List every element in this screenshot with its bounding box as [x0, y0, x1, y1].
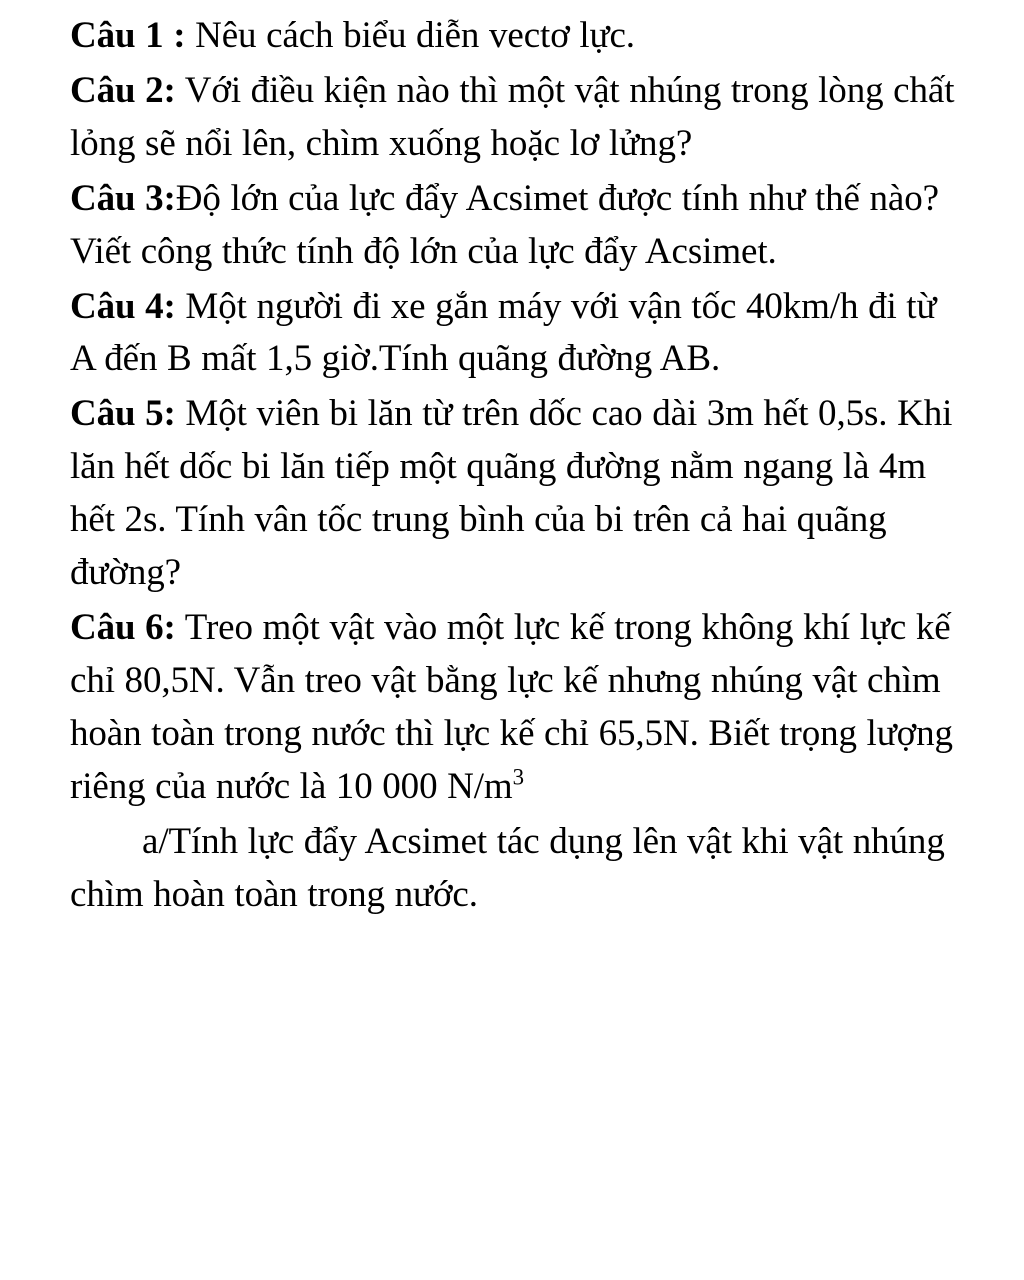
question-6-part-a	[70, 816, 968, 922]
question-5-text: Một viên bi lăn từ trên dốc cao dài 3m hết 0,5s. Khi lăn hết dốc bi lăn tiếp một quãng đường nằm ngang là 4m hết 2s. Tính vân tốc trung bình của bi trên cả hai quãng đường?	[70, 393, 953, 594]
question-1	[70, 10, 968, 63]
question-6	[70, 602, 968, 814]
question-6-text: Treo một vật vào một lực kế trong không khí lực kế chỉ 80,5N. Vẫn treo vật bằng lực kế nhưng nhúng vật chìm hoàn toàn trong nước thì lực kế chỉ 65,5N. Biết trọng lượng riêng của nước là 10 000 N/m	[70, 606, 953, 807]
question-1-label: Câu 1 :	[70, 15, 186, 56]
question-6-label: Câu 6:	[70, 606, 176, 648]
question-2	[70, 65, 968, 171]
question-4-text: Một người đi xe gắn máy với vận tốc 40km/h đi từ A đến B mất 1,5 giờ.Tính quãng đường AB.	[70, 285, 937, 380]
question-3-text: Độ lớn của lực đẩy Acsimet được tính như thế nào? Viết công thức tính độ lớn của lực đẩy Acsimet.	[70, 177, 939, 272]
question-2-label: Câu 2:	[70, 69, 176, 111]
question-4	[70, 281, 968, 387]
question-4-label: Câu 4:	[70, 285, 176, 327]
question-5	[70, 388, 968, 600]
question-3	[70, 173, 968, 279]
question-1-text: Nêu cách biểu diễn vectơ lực.	[185, 15, 635, 56]
question-6-superscript: 3	[512, 764, 524, 790]
question-5-label: Câu 5:	[70, 393, 176, 435]
question-3-label: Câu 3:	[70, 177, 176, 219]
question-6-part-a-text: a/Tính lực đẩy Acsimet tác dụng lên vật khi vật nhúng chìm hoàn toàn trong nước.	[70, 820, 945, 915]
question-2-text: Với điều kiện nào thì một vật nhúng trong lòng chất lỏng sẽ nổi lên, chìm xuống hoặc lơ lửng?	[70, 69, 955, 164]
